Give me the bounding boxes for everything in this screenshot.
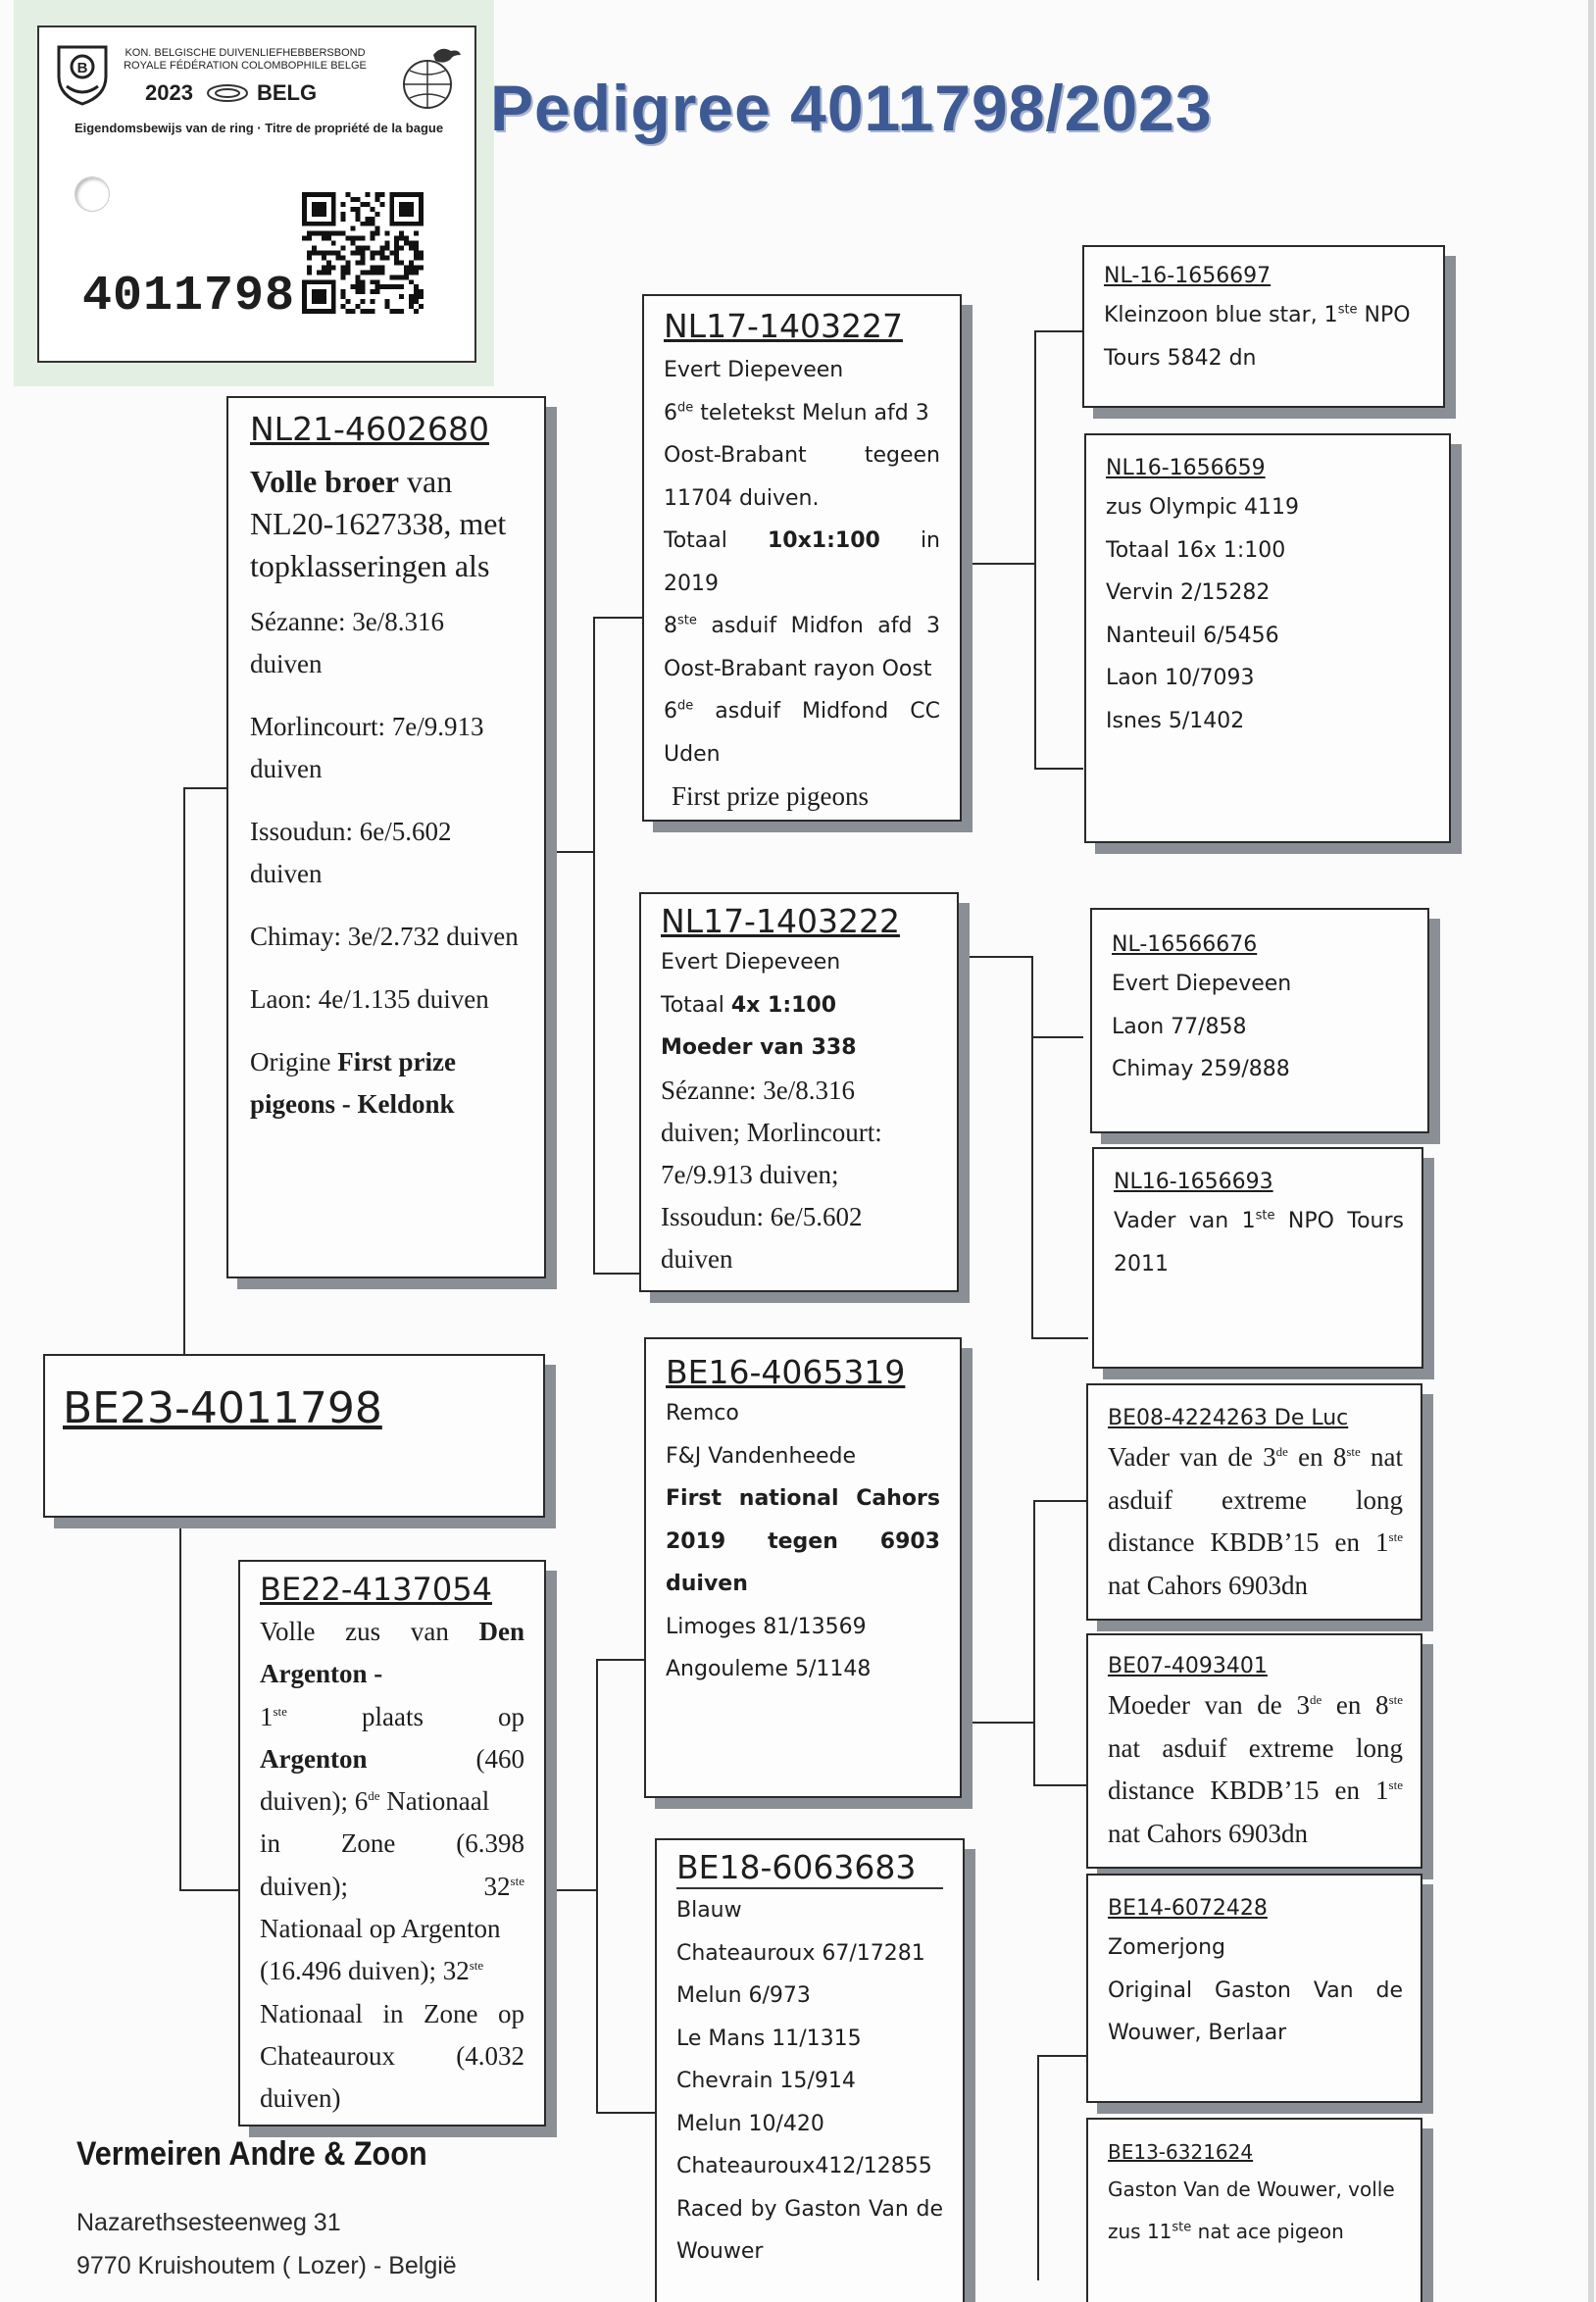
mm-text [676, 1889, 943, 2274]
fmm-line: 2011 [1114, 1251, 1169, 1276]
father-result: Sézanne: 3e/8.316 duiven [250, 607, 444, 678]
fmf-line: Laon 77/858 [1112, 1014, 1247, 1039]
mother-line: duiven); 32ste [260, 1871, 524, 1901]
mff-box [1086, 1383, 1422, 1621]
mm-line: Wouwer [676, 2239, 764, 2264]
mother-line: duiven); 6de Nationaal [260, 1786, 490, 1817]
ring-certificate [14, 0, 494, 386]
ffm-line: Vervin 2/15282 [1106, 580, 1271, 605]
fmf-line: Chimay 259/888 [1112, 1057, 1290, 1081]
ff-line: Uden [664, 741, 721, 767]
mf-line: Limoges 81/13569 [666, 1614, 867, 1639]
federation-name-fr: ROYALE FÉDÉRATION COLOMBOPHILE BELGE [124, 60, 367, 72]
fff-box [1082, 245, 1445, 408]
subject-ring: BE23-4011798 [63, 1383, 382, 1433]
mother-line: Chateauroux (4.032 [260, 2040, 524, 2071]
fmm-ring: NL16-1656693 [1114, 1170, 1273, 1194]
father-origin-prefix: Origine [250, 1047, 338, 1076]
mother-line: duiven) [260, 2083, 341, 2114]
mm-line: Blauw [676, 1898, 742, 1923]
fmf-box [1090, 908, 1429, 1133]
fm-box [639, 892, 959, 1292]
federation-logo [53, 43, 112, 106]
ff-line: 8ste asduif Midfon afd 3 [664, 613, 940, 638]
mother-line: in Zone (6.398 [260, 1828, 524, 1859]
ffm-line: Laon 10/7093 [1106, 666, 1255, 690]
father-lead [250, 461, 526, 587]
fm-serif-line: duiven [661, 1243, 733, 1274]
mmm-text [1108, 2169, 1403, 2253]
father-origin [250, 1041, 485, 1126]
mother-box [238, 1560, 546, 2127]
mm-line: Chateauroux 67/17281 [676, 1940, 925, 1966]
mmm-line: Gaston Van de Wouwer, volle [1108, 2177, 1395, 2201]
father-result: Laon: 4e/1.135 duiven [250, 984, 489, 1014]
scan-edge [1588, 0, 1594, 2302]
mfm-ring: BE07-4093401 [1108, 1654, 1268, 1678]
fm-serif-line: duiven; Morlincourt: [661, 1117, 882, 1147]
fff-line: Kleinzoon blue star, 1ste NPO [1104, 302, 1411, 327]
ffm-line: Totaal 16x 1:100 [1106, 537, 1286, 563]
mff-ring: BE08-4224263 De Luc [1108, 1406, 1349, 1430]
punch-hole [75, 176, 110, 212]
mf-line: F&J Vandenheede [666, 1443, 857, 1469]
breeder-name: Vermeiren Andre & Zoon [76, 2135, 427, 2173]
fmm-box [1092, 1147, 1423, 1369]
ff-ring: NL17-1403227 [664, 307, 903, 345]
ff-line: Oost-Brabant tegeen [664, 443, 940, 468]
mf-bold-line: duiven [666, 1572, 748, 1596]
mff-line: distance KBDB’15 en 1ste [1108, 1527, 1403, 1557]
fmm-line: Vader van 1ste NPO Tours [1114, 1208, 1404, 1233]
ff-line: Evert Diepeveen [664, 358, 844, 382]
mf-line: Remco [666, 1401, 739, 1426]
mf-box [644, 1337, 962, 1798]
ff-box [642, 294, 962, 822]
ffm-line: Isnes 5/1402 [1106, 708, 1245, 733]
father-result: Morlincourt: 7e/9.913 duiven [250, 712, 484, 783]
ffm-line: Nanteuil 6/5456 [1106, 623, 1279, 648]
ff-line: Totaal 10x1:100 in [664, 528, 940, 553]
mm-line: Chevrain 15/914 [676, 2069, 856, 2093]
mfm-text [1108, 1684, 1403, 1855]
ticket-year: 2023 [145, 80, 193, 105]
subject-box [43, 1354, 545, 1518]
mmm-box [1086, 2118, 1422, 2302]
mmf-line: Original Gaston Van de [1108, 1977, 1403, 2003]
father-box [226, 396, 546, 1278]
mother-line: 1ste plaats op [260, 1701, 524, 1731]
mother-line: Argenton (460 [260, 1743, 524, 1774]
fmf-ring: NL-16566676 [1112, 932, 1258, 957]
mfm-box [1086, 1633, 1422, 1869]
mm-line: Chateauroux412/12855 [676, 2154, 932, 2178]
mmf-line: Zomerjong [1108, 1935, 1226, 1960]
father-ring: NL21-4602680 [250, 410, 489, 448]
fff-line: Tours 5842 dn [1104, 345, 1257, 371]
mm-box [655, 1838, 965, 2302]
mother-text [260, 1611, 524, 2121]
fm-line: Moeder van 338 [661, 1035, 857, 1060]
mff-line: Vader van de 3de en 8ste nat [1108, 1442, 1403, 1472]
ticket-country: BELG [257, 80, 318, 105]
fff-ring: NL-16-1656697 [1104, 264, 1272, 288]
mf-line: Angouleme 5/1148 [666, 1657, 872, 1681]
ff-line: 6de teletekst Melun afd 3 [664, 400, 929, 425]
ff-line: 6de asduif Midfond CC [664, 698, 940, 724]
ffm-line: zus Olympic 4119 [1106, 495, 1299, 520]
ff-line: Oost-Brabant rayon Oost [664, 656, 932, 681]
ff-tail: First prize pigeons [672, 781, 869, 811]
page-title: Pedigree 4011798/2023 [490, 72, 1213, 144]
mm-line: Raced by Gaston Van de [676, 2196, 943, 2222]
ring-certificate-card [37, 25, 476, 363]
ticket-caption: Eigendomsbewijs van de ring · Titre de propriété de la bague [74, 121, 444, 135]
mother-line: (16.496 duiven); 32ste [260, 1956, 484, 1986]
mf-ring: BE16-4065319 [666, 1353, 906, 1391]
mmf-text [1108, 1927, 1403, 2055]
fm-serif-line: Issoudun: 6e/5.602 [661, 1201, 863, 1231]
mfm-line: Moeder van de 3de en 8ste [1108, 1690, 1404, 1720]
mfm-line: nat Cahors 6903dn [1108, 1818, 1308, 1848]
ffm-box [1084, 433, 1451, 843]
fm-ring: NL17-1403222 [661, 902, 900, 940]
breeder-address: Nazarethsesteenweg 31 [76, 2209, 341, 2236]
fm-line: Evert Diepeveen [661, 950, 841, 975]
fmf-line: Evert Diepeveen [1112, 972, 1292, 996]
mother-line: Nationaal op Argenton [260, 1914, 501, 1944]
father-lead-bold: Volle broer [250, 464, 399, 499]
mf-bold-line: First national Cahors [666, 1486, 940, 1511]
mf-bold-line: 2019 tegen 6903 [666, 1528, 940, 1554]
ff-line: 11704 duiven. [664, 485, 820, 511]
mother-line: Volle zus van Den [260, 1617, 524, 1646]
mmf-ring: BE14-6072428 [1108, 1896, 1268, 1921]
mff-text [1108, 1436, 1403, 1607]
federation-name-nl: KON. BELGISCHE DUIVENLIEFHEBBERSBOND [125, 47, 366, 59]
ff-line: 2019 [664, 571, 719, 596]
mother-line: Argenton - [260, 1659, 383, 1689]
father-results [250, 601, 526, 1021]
fm-text [661, 1070, 937, 1280]
mm-line: Melun 10/420 [676, 2111, 824, 2136]
fm-serif-line: Sézanne: 3e/8.316 [661, 1075, 855, 1105]
mmm-ring: BE13-6321624 [1108, 2140, 1254, 2164]
mm-line: Melun 6/973 [676, 1983, 811, 2008]
mm-ring: BE18-6063683 [676, 1848, 943, 1889]
mmf-box [1086, 1874, 1422, 2103]
father-result: Chimay: 3e/2.732 duiven [250, 922, 519, 951]
ffm-text [1106, 486, 1431, 742]
father-origin-bold: First prize pigeons - Keldonk [250, 1047, 456, 1119]
mm-line: Le Mans 11/1315 [676, 2026, 862, 2051]
father-lead-rest: van NL20-1627338, met topklasseringen als [250, 464, 507, 583]
ffm-ring: NL16-1656659 [1106, 456, 1266, 480]
father-result: Issoudun: 6e/5.602 duiven [250, 817, 452, 888]
fm-serif-line: 7e/9.913 duiven; [661, 1159, 839, 1189]
mother-line: Nationaal in Zone op [260, 1998, 524, 2028]
ticket-ring-number: 4011798 [82, 269, 296, 325]
pigeon-globe-logo [394, 41, 465, 112]
ring-emblem-icon [206, 82, 249, 104]
mfm-line: distance KBDB’15 en 1ste [1108, 1776, 1403, 1805]
mfm-line: nat asduif extreme long [1108, 1732, 1403, 1763]
ff-text [664, 349, 940, 776]
mother-ring: BE22-4137054 [260, 1571, 492, 1608]
qr-code [302, 192, 424, 314]
mmm-line: zus 11ste nat ace pigeon [1108, 2220, 1344, 2243]
mff-line: asduif extreme long [1108, 1484, 1403, 1515]
mff-line: nat Cahors 6903dn [1108, 1570, 1308, 1600]
fm-line: Totaal 4x 1:100 [661, 992, 837, 1018]
fmf-text [1112, 963, 1410, 1091]
breeder-city: 9770 Kruishoutem ( Lozer) - België [76, 2252, 457, 2279]
mmf-line: Wouwer, Berlaar [1108, 2021, 1287, 2045]
svg-text:B: B [76, 60, 88, 76]
